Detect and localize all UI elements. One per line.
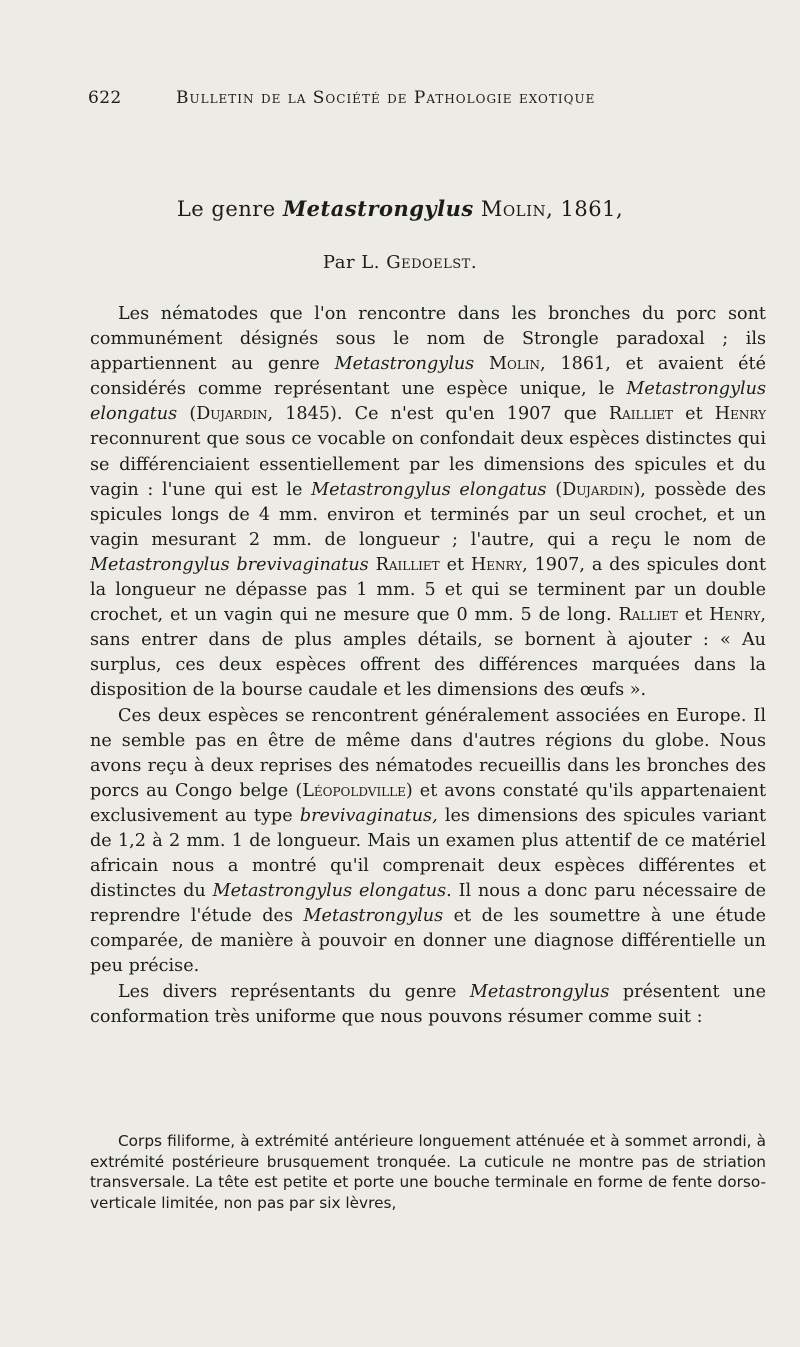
text-run: ( — [189, 404, 197, 425]
article-title — [0, 196, 800, 221]
genus-name: Metastrongylus — [334, 354, 475, 375]
text-run: 1845). Ce n'est qu'en 1907 que — [285, 404, 597, 425]
place-name: Léopoldville — [302, 780, 406, 801]
author-ref: Ralliet — [618, 605, 678, 626]
text-run: reconnurent que sous ce vocable on confondait deux espèces distinctes qui se différenciaient essentiellement par les dimensions des spicules et du vagin : l'une qui est le — [90, 429, 766, 500]
text-run: et — [684, 605, 703, 626]
journal-title: Bulletin de la Société de Pathologie exotique — [176, 88, 596, 108]
author-ref: Railliet — [375, 554, 440, 575]
text-run: Les nématodes que l'on rencontre dans les bronches du porc sont communément désignés sous le nom de Strongle paradoxal ; ils appartiennent au genre — [90, 304, 766, 375]
text-run: Les divers représentants du genre — [118, 981, 457, 1002]
title-author: Molin, — [480, 197, 554, 221]
paragraph-4: Corps filiforme, à extrémité antérieure longuement atténuée et à sommet arrondi, à extrémité postérieure brusquement tronquée. La cuticule ne montre pas de striation transversale. La tête est petite et porte une bouche terminale en forme de fente dorso-verticale limitée, non pas par six lèvres, — [90, 1132, 766, 1212]
author-name: Gedoelst. — [386, 252, 478, 273]
text-run: Il nous a donc paru nécessaire de reprendre l'étude des — [90, 881, 767, 927]
species-name: Metastrongylus elongatus — [311, 479, 547, 500]
byline — [0, 252, 800, 273]
paragraph-1 — [90, 302, 766, 704]
text-run: Ces deux espèces se rencontrent généralement associées en Europe. Il ne semble pas en être de même dans d'autres régions du globe. Nous avons reçu à deux reprises des nématodes recueillis dans les bronches des porcs au Congo belge ( — [90, 705, 766, 801]
author-ref: Dujardin — [562, 479, 634, 500]
paragraph-2 — [90, 704, 766, 980]
species-name: Metastrongylus elongatus — [90, 379, 766, 425]
author-ref: Molin, — [489, 354, 546, 375]
species-name: brevivaginatus, — [299, 805, 438, 826]
text-run: 1907, a des spicules dont la longueur ne dépasse pas 1 mm. 5 et qui se terminent par un double crochet, et un vagin qui ne mesure que 0 mm. 5 de long. — [90, 554, 767, 626]
title-genus: Metastrongylus — [282, 196, 474, 221]
text-run: présentent une conformation très uniforme que nous pouvons résumer comme suit : — [90, 981, 767, 1027]
page-number: 622 — [88, 88, 122, 108]
author-ref: Dujardin, — [196, 404, 274, 425]
text-run: ) et avons constaté qu'ils appartenaient exclusivement au type — [90, 780, 767, 826]
body-text — [90, 302, 766, 1030]
title-prefix: Le genre — [176, 197, 276, 221]
running-head — [88, 88, 768, 112]
text-run: ( — [555, 479, 563, 500]
author-ref: Railliet — [608, 404, 673, 425]
species-name: Metastrongylus brevivaginatus — [90, 554, 369, 575]
description-paragraph — [90, 1131, 766, 1213]
text-run: les dimensions des spicules variant de 1,2 à 2 mm. 1 de longueur. Mais un examen plus attentif de ce matériel africain nous a montré qu'il comprenait deux espèces différentes et distinctes du — [90, 805, 767, 902]
paragraph-3 — [90, 980, 766, 1030]
title-year: 1861, — [560, 197, 624, 221]
text-run: ), possède des spicules longs de 4 mm. environ et terminés par un seul crochet, et un vagin mesurant 2 mm. de longueur ; l'autre, qui a reçu le nom de — [90, 479, 766, 550]
text-run: et — [685, 404, 703, 425]
byline-prefix: Par L. — [322, 252, 380, 273]
author-ref: Henry — [714, 404, 766, 425]
text-run: sans entrer dans de plus amples détails, se bornent à ajouter : « Au surplus, ces deux espèces offrent des différences marquées dans la disposition de la bourse caudale et les dimensions des œufs ». — [90, 630, 766, 701]
text-run: et de les soumettre à une étude comparée, de manière à pouvoir en donner une diagnose différentielle un peu précise. — [90, 906, 766, 977]
author-ref: Henry, — [709, 605, 766, 626]
author-ref: Henry, — [470, 554, 528, 575]
genus-name: Metastrongylus — [303, 906, 444, 927]
text-run: et — [446, 554, 465, 575]
text-run: 1861, et avaient été considérés comme représentant une espèce unique, le — [90, 354, 766, 400]
species-name: Metastrongylus elongatus. — [212, 881, 452, 902]
genus-name: Metastrongylus — [469, 981, 610, 1002]
